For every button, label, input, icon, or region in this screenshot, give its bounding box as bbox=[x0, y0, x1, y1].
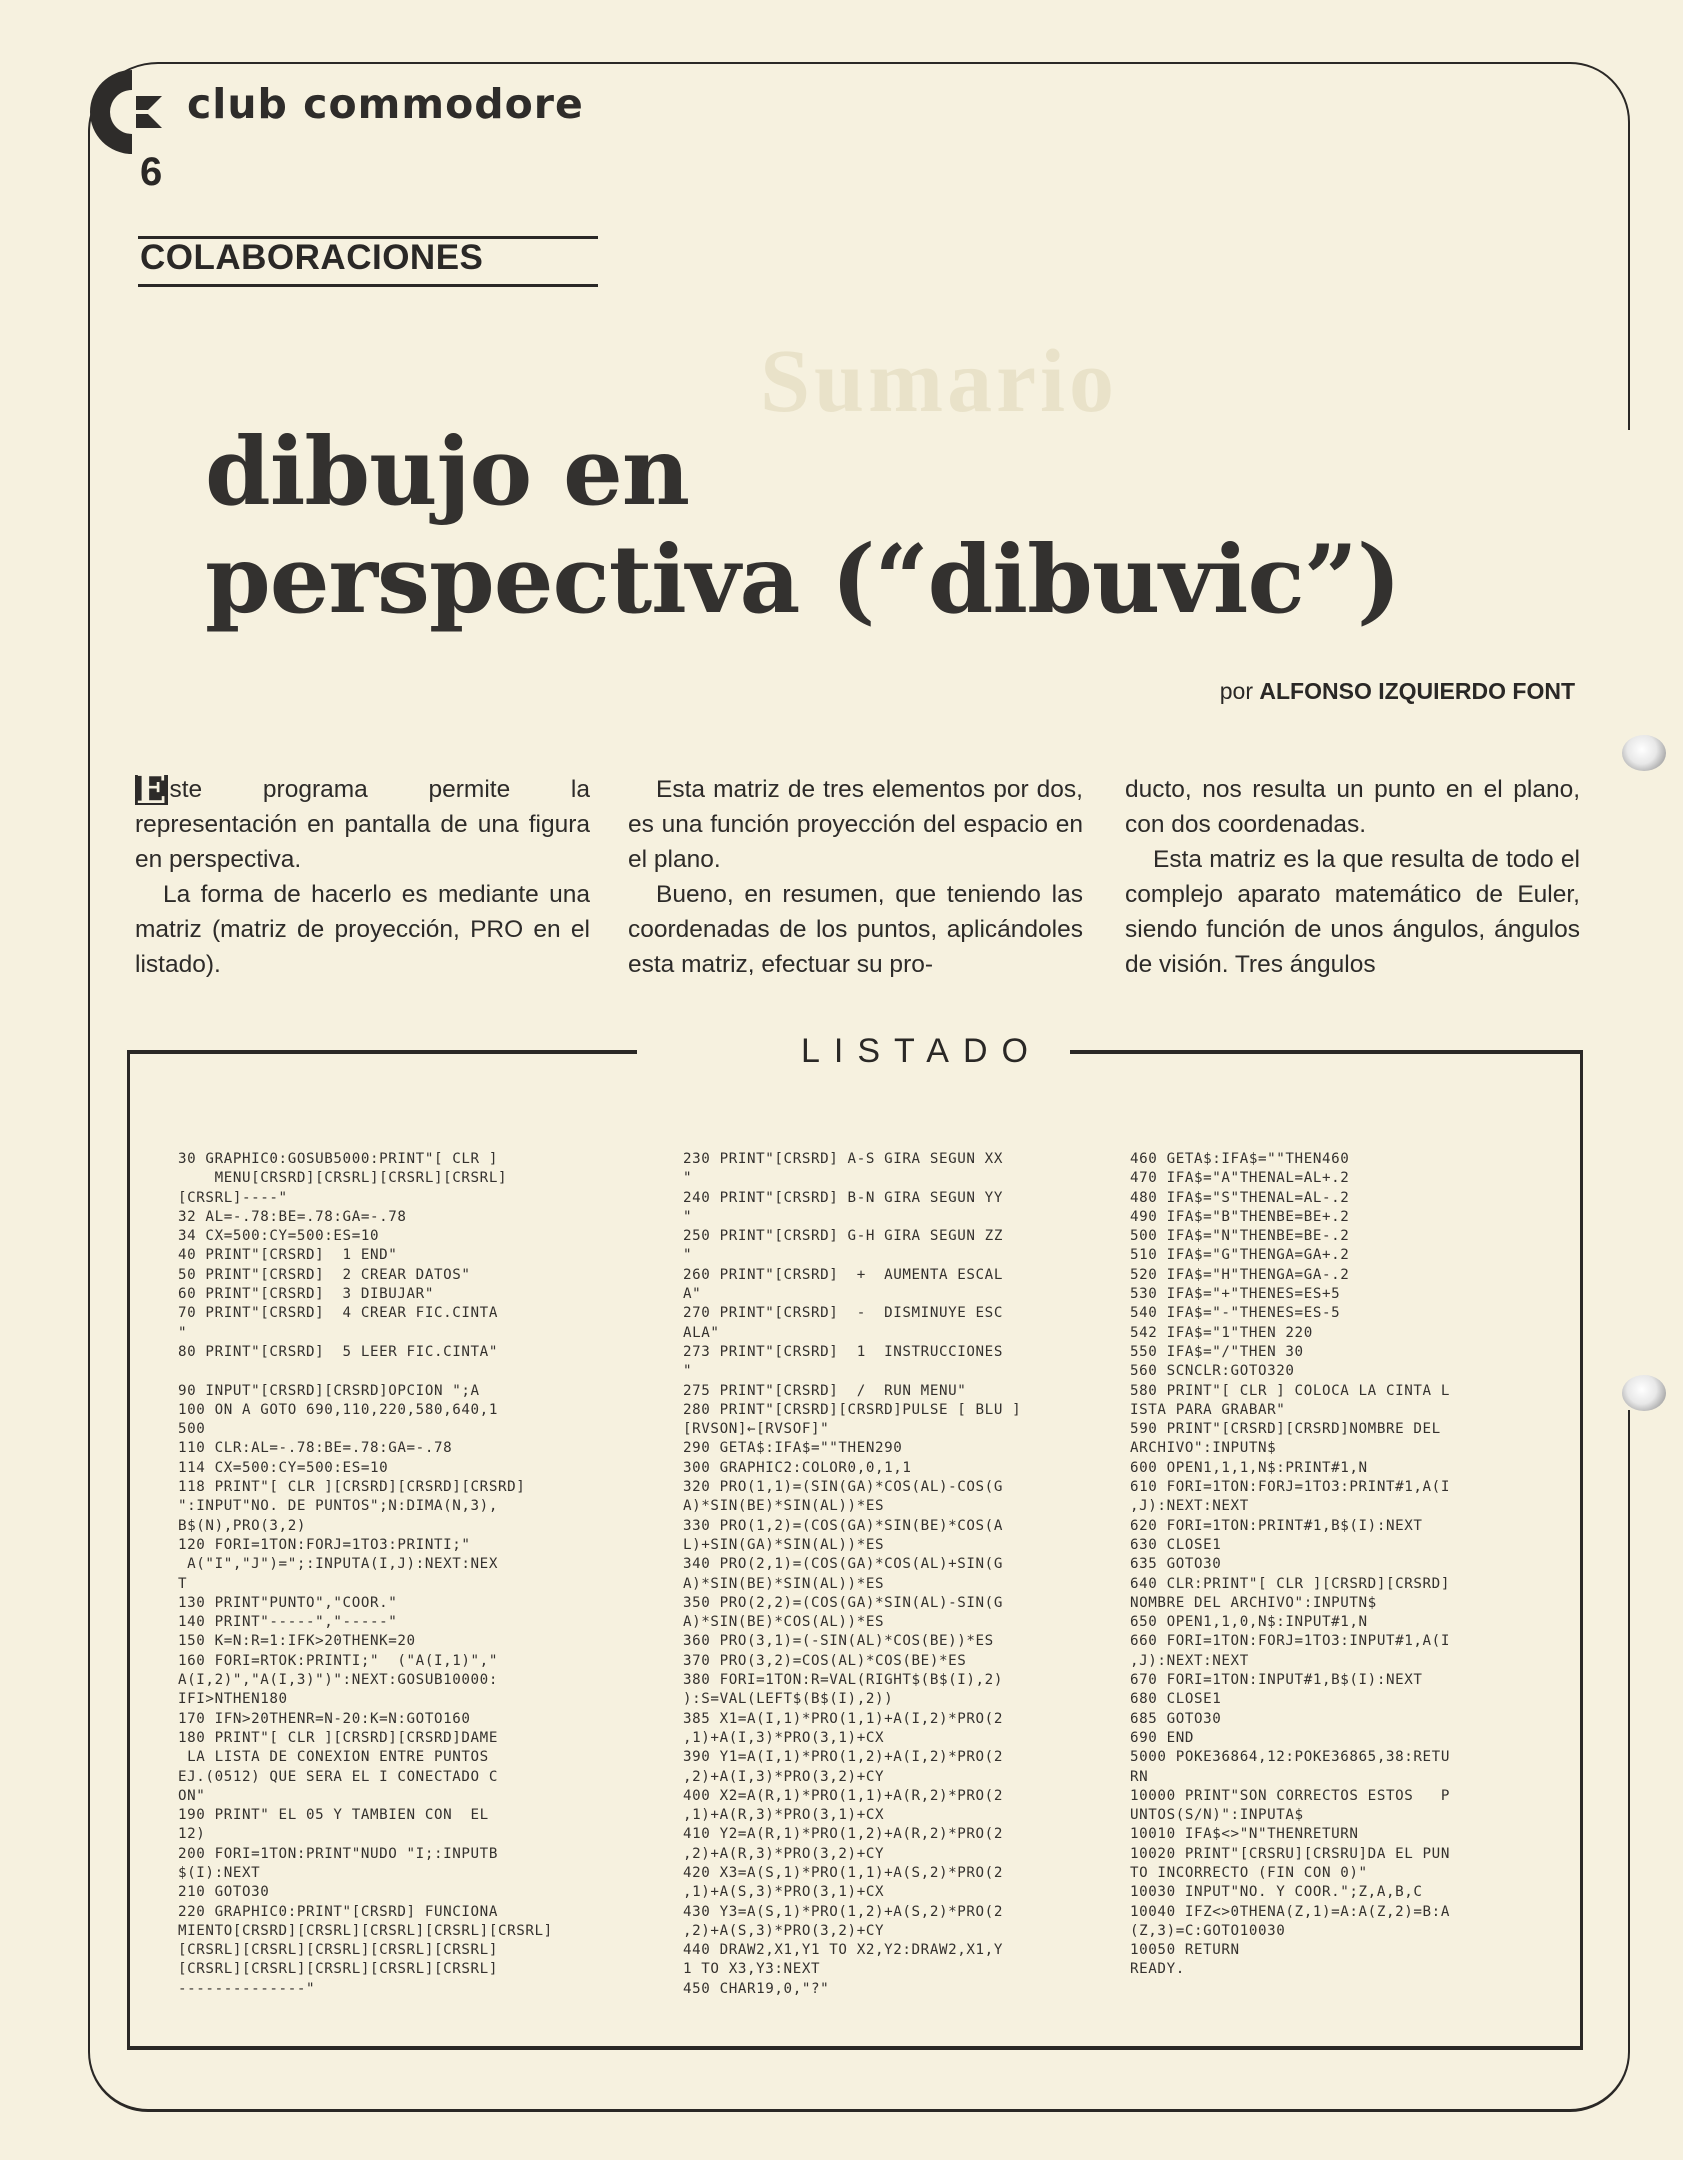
code-line: 260 PRINT"[CRSRD] + AUMENTA ESCAL bbox=[683, 1266, 1003, 1283]
article-title bbox=[205, 418, 1400, 634]
code-line: 520 IFA$="H"THENGA=GA-.2 bbox=[1130, 1266, 1350, 1283]
code-line: EJ.(0512) QUE SERA EL I CONECTADO C bbox=[178, 1768, 498, 1785]
code-line: ,1)+A(S,3)*PRO(3,1)+CX bbox=[683, 1884, 885, 1901]
code-line: 542 IFA$="1"THEN 220 bbox=[1130, 1324, 1313, 1341]
code-line: 160 FORI=RTOK:PRINTI;" ("A(I,1)"," bbox=[178, 1652, 498, 1669]
binder-hole-icon bbox=[1622, 735, 1666, 771]
code-line: ):S=VAL(LEFT$(B$(I),2)) bbox=[683, 1691, 894, 1708]
code-line: 150 K=N:R=1:IFK>20THENK=20 bbox=[178, 1633, 416, 1650]
listing-title: LISTADO bbox=[801, 1032, 1042, 1070]
code-line: ,1)+A(R,3)*PRO(3,1)+CX bbox=[683, 1807, 885, 1824]
code-line: 90 INPUT"[CRSRD][CRSRD]OPCION ";A bbox=[178, 1382, 480, 1399]
code-line: 540 IFA$="-"THENES=ES-5 bbox=[1130, 1305, 1341, 1322]
code-line: A("I","J")=";:INPUTA(I,J):NEXT:NEX bbox=[178, 1556, 498, 1573]
code-line: 1 TO X3,Y3:NEXT bbox=[683, 1961, 821, 1978]
code-line: TO INCORRECTO (FIN CON 0)" bbox=[1130, 1864, 1368, 1881]
code-line: [CRSRL]----" bbox=[178, 1189, 288, 1206]
code-line: 640 CLR:PRINT"[ CLR ][CRSRD][CRSRD] bbox=[1130, 1575, 1450, 1592]
code-line: 250 PRINT"[CRSRD] G-H GIRA SEGUN ZZ bbox=[683, 1228, 1003, 1245]
code-line bbox=[178, 1362, 553, 1381]
code-line: ,2)+A(R,3)*PRO(3,2)+CY bbox=[683, 1845, 885, 1862]
code-line: 550 IFA$="/"THEN 30 bbox=[1130, 1343, 1304, 1360]
code-line: ,2)+A(I,3)*PRO(3,2)+CY bbox=[683, 1768, 885, 1785]
code-line: 275 PRINT"[CRSRD] / RUN MENU" bbox=[683, 1382, 967, 1399]
code-line: 170 IFN>20THENR=N-20:K=N:GOTO160 bbox=[178, 1710, 471, 1727]
byline-author: ALFONSO IZQUIERDO FONT bbox=[1259, 678, 1575, 704]
code-line: 10020 PRINT"[CRSRU][CRSRU]DA EL PUN bbox=[1130, 1845, 1450, 1862]
code-line: 635 GOTO30 bbox=[1130, 1556, 1222, 1573]
code-line: 385 X1=A(I,1)*PRO(1,1)+A(I,2)*PRO(2 bbox=[683, 1710, 1003, 1727]
code-line: 280 PRINT"[CRSRD][CRSRD]PULSE [ BLU ] bbox=[683, 1401, 1022, 1418]
code-line: A)*SIN(BE)*SIN(AL))*ES bbox=[683, 1575, 885, 1592]
code-line: 210 GOTO30 bbox=[178, 1884, 270, 1901]
paragraph: Bueno, en resumen, que teniendo las coordenadas de los puntos, aplicándoles esta matriz, efectuar su pro- bbox=[628, 881, 1083, 978]
code-line: 70 PRINT"[CRSRD] 4 CREAR FIC.CINTA bbox=[178, 1305, 498, 1322]
code-line: 120 FORI=1TON:FORJ=1TO3:PRINTI;" bbox=[178, 1536, 471, 1553]
code-column-2 bbox=[683, 1150, 1021, 1999]
code-line: 180 PRINT"[ CLR ][CRSRD][CRSRD]DAME bbox=[178, 1729, 498, 1746]
code-line: 10000 PRINT"SON CORRECTOS ESTOS P bbox=[1130, 1787, 1450, 1804]
code-line: 600 OPEN1,1,1,N$:PRINT#1,N bbox=[1130, 1459, 1368, 1476]
code-line: 350 PRO(2,2)=(COS(GA)*SIN(AL)-SIN(G bbox=[683, 1594, 1003, 1611]
code-line: LA LISTA DE CONEXION ENTRE PUNTOS bbox=[178, 1749, 489, 1766]
page-number: 6 bbox=[140, 150, 163, 194]
code-line: 620 FORI=1TON:PRINT#1,B$(I):NEXT bbox=[1130, 1517, 1423, 1534]
code-line: 660 FORI=1TON:FORJ=1TO3:INPUT#1,A(I bbox=[1130, 1633, 1450, 1650]
code-line: 500 IFA$="N"THENBE=BE-.2 bbox=[1130, 1228, 1350, 1245]
code-line: 680 CLOSE1 bbox=[1130, 1691, 1222, 1708]
code-line: A(I,2)","A(I,3)")":NEXT:GOSUB10000: bbox=[178, 1672, 498, 1689]
code-line: ,J):NEXT:NEXT bbox=[1130, 1498, 1249, 1515]
code-line: B$(N),PRO(3,2) bbox=[178, 1517, 306, 1534]
code-line: NOMBRE DEL ARCHIVO":INPUTN$ bbox=[1130, 1594, 1377, 1611]
code-line: 670 FORI=1TON:INPUT#1,B$(I):NEXT bbox=[1130, 1672, 1423, 1689]
listing-rule-left bbox=[127, 1050, 637, 1054]
title-line-2: perspectiva (“dibuvic”) bbox=[205, 525, 1401, 635]
binder-hole-icon bbox=[1622, 1375, 1666, 1411]
code-line: 480 IFA$="S"THENAL=AL-.2 bbox=[1130, 1189, 1350, 1206]
code-line: 80 PRINT"[CRSRD] 5 LEER FIC.CINTA" bbox=[178, 1343, 498, 1360]
code-line: ON" bbox=[178, 1787, 206, 1804]
code-line: 10050 RETURN bbox=[1130, 1942, 1240, 1959]
code-line: MENU[CRSRD][CRSRL][CRSRL][CRSRL] bbox=[178, 1170, 508, 1187]
code-line: 5000 POKE36864,12:POKE36865,38:RETU bbox=[1130, 1749, 1450, 1766]
code-line: 340 PRO(2,1)=(COS(GA)*COS(AL)+SIN(G bbox=[683, 1556, 1003, 1573]
code-line: 470 IFA$="A"THENAL=AL+.2 bbox=[1130, 1170, 1350, 1187]
code-line: 390 Y1=A(I,1)*PRO(1,2)+A(I,2)*PRO(2 bbox=[683, 1749, 1003, 1766]
code-line: " bbox=[683, 1247, 693, 1264]
code-line: 32 AL=-.78:BE=.78:GA=-.78 bbox=[178, 1208, 407, 1225]
code-line: 30 GRAPHIC0:GOSUB5000:PRINT"[ CLR ] bbox=[178, 1151, 498, 1167]
code-line: 130 PRINT"PUNTO","COOR." bbox=[178, 1594, 398, 1611]
byline-prefix: por bbox=[1219, 678, 1253, 704]
code-line: 230 PRINT"[CRSRD] A-S GIRA SEGUN XX bbox=[683, 1151, 1003, 1167]
code-line: 50 PRINT"[CRSRD] 2 CREAR DATOS" bbox=[178, 1266, 471, 1283]
code-line: 118 PRINT"[ CLR ][CRSRD][CRSRD][CRSRD] bbox=[178, 1479, 526, 1496]
paragraph: Esta matriz es la que resulta de todo el complejo aparato matemático de Euler, siendo función de unos ángulos, ángulos de visión. Tres ángulos bbox=[1125, 846, 1580, 978]
code-line: 300 GRAPHIC2:COLOR0,0,1,1 bbox=[683, 1459, 912, 1476]
paragraph: ducto, nos resulta un punto en el plano, con dos coordenadas. bbox=[1125, 776, 1580, 838]
code-line: 530 IFA$="+"THENES=ES+5 bbox=[1130, 1286, 1341, 1303]
code-line: ARCHIVO":INPUTN$ bbox=[1130, 1440, 1277, 1457]
code-line: 490 IFA$="B"THENBE=BE+.2 bbox=[1130, 1208, 1350, 1225]
code-line: A" bbox=[683, 1286, 702, 1303]
code-line: 270 PRINT"[CRSRD] - DISMINUYE ESC bbox=[683, 1305, 1003, 1322]
code-line: --------------" bbox=[178, 1980, 316, 1997]
drop-cap: E bbox=[136, 766, 167, 813]
code-line: ,1)+A(I,3)*PRO(3,1)+CX bbox=[683, 1729, 885, 1746]
code-line: 460 GETA$:IFA$=""THEN460 bbox=[1130, 1151, 1350, 1167]
code-line: RN bbox=[1130, 1768, 1149, 1785]
code-line: MIENTO[CRSRD][CRSRL][CRSRL][CRSRL][CRSRL] bbox=[178, 1922, 553, 1939]
code-line: 650 OPEN1,1,0,N$:INPUT#1,N bbox=[1130, 1614, 1368, 1631]
code-column-3 bbox=[1130, 1150, 1450, 1980]
code-line: 510 IFA$="G"THENGA=GA+.2 bbox=[1130, 1247, 1350, 1264]
paragraph: E ste programa permite la representación en pantalla de una figura en perspectiva. bbox=[135, 766, 590, 873]
intro-column-3 bbox=[1125, 772, 1580, 982]
code-line: " bbox=[683, 1170, 693, 1187]
code-line: 320 PRO(1,1)=(SIN(GA)*COS(AL)-COS(G bbox=[683, 1479, 1003, 1496]
code-line: 114 CX=500:CY=500:ES=10 bbox=[178, 1459, 389, 1476]
section-title: COLABORACIONES bbox=[140, 238, 484, 277]
code-line: ,2)+A(S,3)*PRO(3,2)+CY bbox=[683, 1922, 885, 1939]
code-line: A)*SIN(BE)*COS(AL))*ES bbox=[683, 1614, 885, 1631]
code-line: 410 Y2=A(R,1)*PRO(1,2)+A(R,2)*PRO(2 bbox=[683, 1826, 1003, 1843]
code-line: ,J):NEXT:NEXT bbox=[1130, 1652, 1249, 1669]
code-line: 10030 INPUT"NO. Y COOR.";Z,A,B,C bbox=[1130, 1884, 1423, 1901]
code-line: 100 ON A GOTO 690,110,220,580,640,1 bbox=[178, 1401, 498, 1418]
bleed-through-text: Sumario bbox=[760, 332, 1119, 431]
code-line: 12) bbox=[178, 1826, 206, 1843]
commodore-logo-icon bbox=[86, 66, 176, 156]
code-line: " bbox=[683, 1363, 693, 1380]
code-line: 370 PRO(3,2)=COS(AL)*COS(BE)*ES bbox=[683, 1652, 967, 1669]
code-line: " bbox=[683, 1208, 693, 1225]
code-line: 450 CHAR19,0,"?" bbox=[683, 1980, 830, 1997]
code-line: IFI>NTHEN180 bbox=[178, 1691, 288, 1708]
paragraph: Esta matriz de tres elementos por dos, es una función proyección del espacio en el plano. bbox=[628, 776, 1083, 873]
code-line: 610 FORI=1TON:FORJ=1TO3:PRINT#1,A(I bbox=[1130, 1479, 1450, 1496]
code-line: 190 PRINT" EL 05 Y TAMBIEN CON EL bbox=[178, 1807, 489, 1824]
intro-column-1 bbox=[135, 766, 590, 982]
code-line: 290 GETA$:IFA$=""THEN290 bbox=[683, 1440, 903, 1457]
code-line: T bbox=[178, 1575, 188, 1592]
code-line: 630 CLOSE1 bbox=[1130, 1536, 1222, 1553]
code-line: 590 PRINT"[CRSRD][CRSRD]NOMBRE DEL bbox=[1130, 1421, 1441, 1438]
code-line: 690 END bbox=[1130, 1729, 1194, 1746]
code-line: 380 FORI=1TON:R=VAL(RIGHT$(B$(I),2) bbox=[683, 1672, 1003, 1689]
code-line: 560 SCNCLR:GOTO320 bbox=[1130, 1363, 1295, 1380]
code-line: 400 X2=A(R,1)*PRO(1,1)+A(R,2)*PRO(2 bbox=[683, 1787, 1003, 1804]
code-line: 110 CLR:AL=-.78:BE=.78:GA=-.78 bbox=[178, 1440, 453, 1457]
listing-rule-right bbox=[1070, 1050, 1583, 1054]
code-line: UNTOS(S/N)":INPUTA$ bbox=[1130, 1807, 1304, 1824]
frame-gap bbox=[1620, 430, 1640, 1410]
code-line: 440 DRAW2,X1,Y1 TO X2,Y2:DRAW2,X1,Y bbox=[683, 1942, 1003, 1959]
code-column-1 bbox=[178, 1150, 553, 1999]
code-line: [RVSON]←[RVSOF]" bbox=[683, 1421, 830, 1438]
code-line: 685 GOTO30 bbox=[1130, 1710, 1222, 1727]
code-line: 200 FORI=1TON:PRINT"NUDO "I;:INPUTB bbox=[178, 1845, 498, 1862]
code-line: [CRSRL][CRSRL][CRSRL][CRSRL][CRSRL] bbox=[178, 1942, 498, 1959]
code-line: 430 Y3=A(S,1)*PRO(1,2)+A(S,2)*PRO(2 bbox=[683, 1903, 1003, 1920]
code-line: 240 PRINT"[CRSRD] B-N GIRA SEGUN YY bbox=[683, 1189, 1003, 1206]
code-line: READY. bbox=[1130, 1961, 1185, 1978]
code-line: 60 PRINT"[CRSRD] 3 DIBUJAR" bbox=[178, 1286, 434, 1303]
byline bbox=[1220, 678, 1575, 705]
title-line-1: dibujo en bbox=[205, 417, 690, 527]
code-line: (Z,3)=C:GOTO10030 bbox=[1130, 1922, 1286, 1939]
code-line: 10010 IFA$<>"N"THENRETURN bbox=[1130, 1826, 1359, 1843]
paragraph: La forma de hacerlo es mediante una matriz (matriz de proyección, PRO en el listado). bbox=[135, 881, 590, 978]
code-line: ":INPUT"NO. DE PUNTOS";N:DIMA(N,3), bbox=[178, 1498, 498, 1515]
code-line: 34 CX=500:CY=500:ES=10 bbox=[178, 1228, 380, 1245]
code-line: 330 PRO(1,2)=(COS(GA)*SIN(BE)*COS(A bbox=[683, 1517, 1003, 1534]
code-line: A)*SIN(BE)*SIN(AL))*ES bbox=[683, 1498, 885, 1515]
code-line: ISTA PARA GRABAR" bbox=[1130, 1401, 1286, 1418]
code-line: ALA" bbox=[683, 1324, 720, 1341]
code-line: [CRSRL][CRSRL][CRSRL][CRSRL][CRSRL] bbox=[178, 1961, 498, 1978]
code-line: 420 X3=A(S,1)*PRO(1,1)+A(S,2)*PRO(2 bbox=[683, 1864, 1003, 1881]
code-line: L)+SIN(GA)*SIN(AL))*ES bbox=[683, 1536, 885, 1553]
code-line: 40 PRINT"[CRSRD] 1 END" bbox=[178, 1247, 398, 1264]
brand-title: club commodore bbox=[187, 80, 584, 128]
code-line: 220 GRAPHIC0:PRINT"[CRSRD] FUNCIONA bbox=[178, 1903, 498, 1920]
section-rule-bottom bbox=[138, 284, 598, 287]
code-line: " bbox=[178, 1324, 188, 1341]
code-line: 10040 IFZ<>0THENA(Z,1)=A:A(Z,2)=B:A bbox=[1130, 1903, 1450, 1920]
code-line: 140 PRINT"-----","-----" bbox=[178, 1614, 398, 1631]
intro-column-2 bbox=[628, 772, 1083, 982]
code-line: 500 bbox=[178, 1421, 206, 1438]
code-line: $(I):NEXT bbox=[178, 1864, 261, 1881]
code-line: 273 PRINT"[CRSRD] 1 INSTRUCCIONES bbox=[683, 1343, 1003, 1360]
code-line: 360 PRO(3,1)=(-SIN(AL)*COS(BE))*ES bbox=[683, 1633, 994, 1650]
code-line: 580 PRINT"[ CLR ] COLOCA LA CINTA L bbox=[1130, 1382, 1450, 1399]
